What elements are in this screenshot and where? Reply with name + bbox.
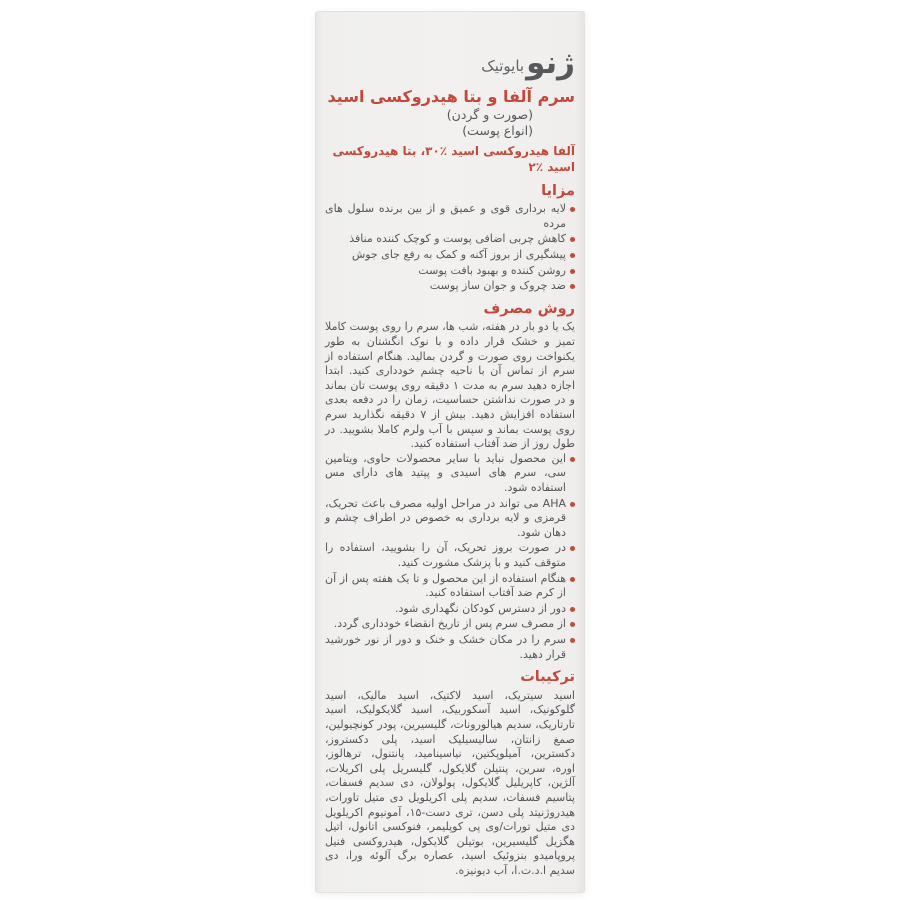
bullet-dot-icon (570, 577, 575, 582)
benefits-list (325, 202, 575, 294)
benefit-item-text: کاهش چربی اضافی پوست و کوچک کننده منافذ (349, 232, 566, 246)
ingredients-heading: ترکیبات (520, 669, 575, 686)
bullet-dot-icon (570, 546, 575, 551)
bullet-dot-icon (570, 622, 575, 627)
brand-logo (325, 45, 575, 81)
product-subtitle-area: (صورت و گردن) (446, 107, 533, 123)
warning-item-text: در صورت بروز تحریک، آن را بشویید، استفاده را متوقف کنید و با پزشک مشورت کنید. (325, 541, 566, 569)
brand-logo-main: ژنو (526, 45, 575, 81)
benefits-heading: مزایا (541, 182, 575, 199)
bullet-dot-icon (570, 253, 575, 258)
bullet-dot-icon (570, 237, 575, 242)
warning-item (325, 602, 575, 617)
benefit-item (325, 232, 575, 247)
bullet-dot-icon (570, 457, 575, 462)
benefit-item (325, 279, 575, 294)
benefit-item (325, 202, 575, 231)
warning-item-text: AHA می تواند در مراحل اولیه مصرف باعث تحریک، قرمزی و لایه برداری به خصوص در اطراف چشم و دهان شود. (325, 496, 566, 539)
product-box-back-panel (315, 11, 585, 893)
benefit-item-text: پیشگیری از بروز آکنه و کمک به رفع جای جوش (351, 248, 566, 262)
warning-item (325, 633, 575, 662)
benefit-item (325, 248, 575, 263)
product-subtitle-skin-types: (انواع پوست) (462, 123, 533, 139)
warning-item (325, 541, 575, 570)
usage-warnings-list (325, 452, 575, 662)
warning-item-text: دور از دسترس کودکان نگهداری شود. (394, 601, 566, 615)
warning-item-text: هنگام استفاده از این محصول و تا یک هفته پس از آن از کرم ضد آفتاب استفاده کنید. (325, 571, 566, 600)
warning-item-text: سرم را در مکان خشک و خنک و دور از نور خورشید قرار دهید. (325, 632, 566, 661)
bullet-dot-icon (570, 607, 575, 612)
bullet-dot-icon (570, 207, 575, 212)
usage-paragraph: یک یا دو بار در هفته، شب ها، سرم را روی پوست کاملا تمیز و خشک قرار داده و با نوک انگشتان به طور یکنواخت روی صورت و گردن بمالید. هنگام استفاده از سرم از تماس آن با ناحیه چشم خودداری کنید. ابتدا اجازه دهید سرم به مدت ۱ دقیقه روی پوست تان بماند و در صورت نداشتن حساسیت، زمان را در دفعه بعدی استفاده افزایش دهید. بیش از ۷ دقیقه نگذارید سرم روی پوست بماند و سپس با آب ولرم کاملا بشویید. در طول روز از ضد آفتاب استفاده کنید. (325, 320, 575, 451)
warning-item-text: از مصرف سرم پس از تاریخ انقضاء خودداری گردد. (333, 617, 566, 631)
product-title: سرم آلفا و بتا هیدروکسی اسید (327, 87, 575, 106)
warning-item (325, 497, 575, 541)
benefit-item-text: لایه برداری قوی و عمیق و از بین برنده سلول های مرده (325, 202, 566, 230)
bullet-dot-icon (570, 502, 575, 507)
benefit-item-text: ضد چروک و جوان ساز پوست (429, 279, 566, 293)
brand-logo-subtext: بایوتیک (481, 57, 525, 75)
warning-item (325, 572, 575, 601)
ingredients-text: اسید سیتریک، اسید لاکتیک، اسید مالیک، اسید گلوکونیک، اسید آسکوربیک، اسید گلایکولیک، اسید تارتاریک، سدیم هیالورونات، گلیسیرین، پودر کونچیولین، صمغ زانتان، سالیسیلیک اسید، پلی دکستروز، دکسترین، آمیلوپکتین، نیاسینامید، پانتنول، ترهالوز، اوره، سرین، پنتیلن گلایکول، گلیسریل پلی اکریلات، آلژین، کاپریلیل گلایکول، پولولان، دی سدیم فسفات، پتاسیم فسفات، سدیم پلی اکریلویل دی متیل تاورات، هیدروژنیتد پلی دسن، تری دست-۱۵، آمونیوم اکریلویل دی متیل تورات/وی پی کوپلیمر، فنوکسی اتانول، اتیل هگزیل گلیسیرین، بوتیلن گلایکول، هیدروکسی فنیل پروپامیدو بنزوئیک اسید، عصاره برگ آلوئه ورا، دی سدیم ا.د.ت.ا، آب دیونیزه. (325, 688, 575, 877)
bullet-dot-icon (570, 284, 575, 289)
benefit-item (325, 264, 575, 279)
warning-item (325, 617, 575, 632)
acid-percentages: آلفا هیدروکسی اسید ٪۳۰، بتا هیدروکسی اسید ٪۲ (332, 144, 575, 174)
bullet-dot-icon (570, 638, 575, 643)
bullet-dot-icon (570, 269, 575, 274)
usage-heading: روش مصرف (483, 300, 575, 317)
benefit-item-text: روشن کننده و بهبود بافت پوست (418, 263, 566, 277)
warning-item-text: این محصول نباید با سایر محصولات حاوی، ویتامین سی، سرم های اسیدی و پپتید های دارای مس استفاده شود. (325, 451, 566, 495)
warning-item (325, 452, 575, 496)
